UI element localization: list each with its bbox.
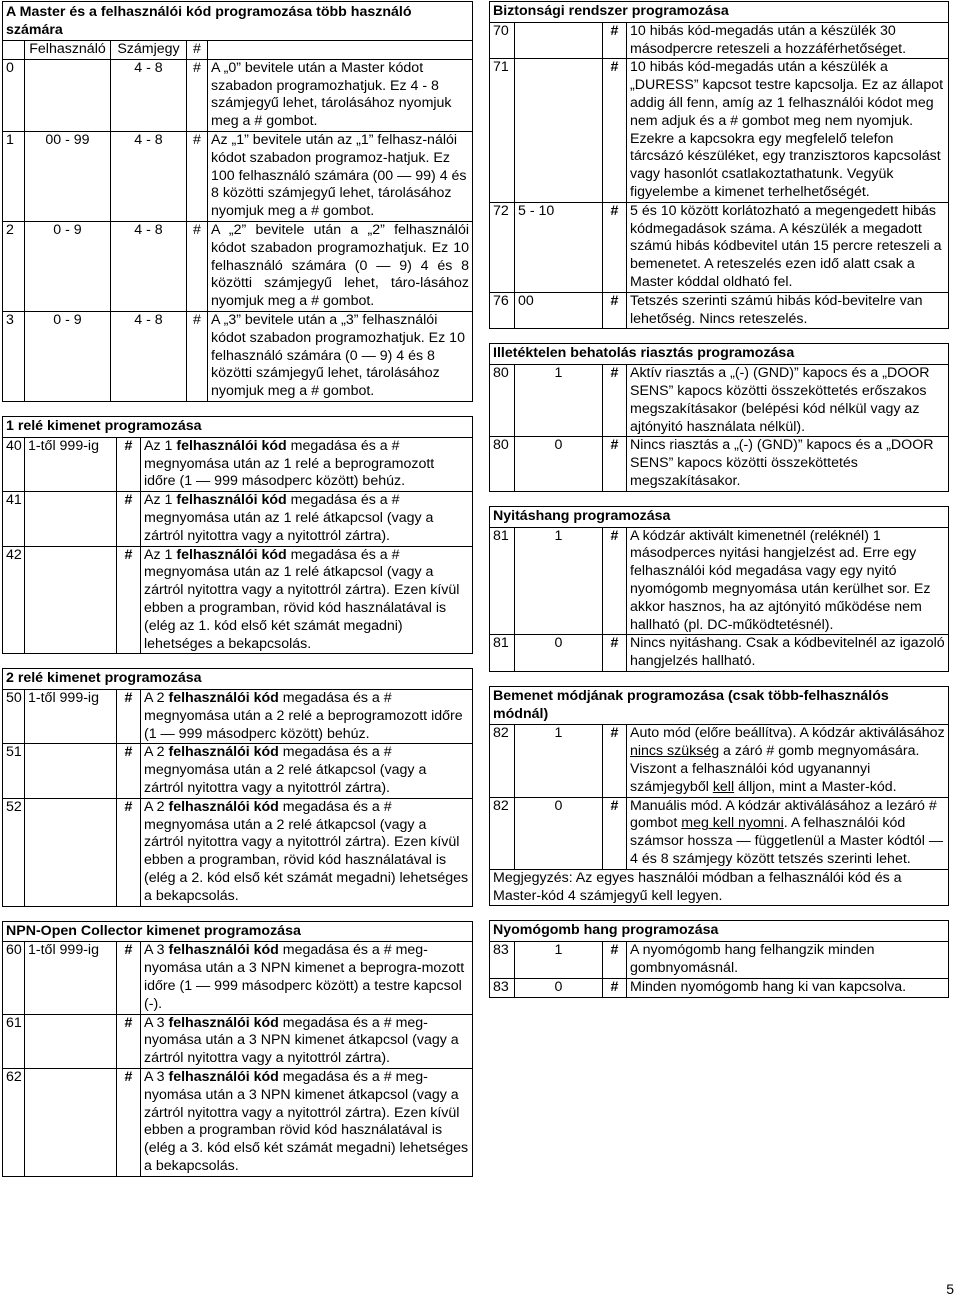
row-hash: # [603,527,627,635]
row-code: 60 [3,942,25,1014]
row-value: 1 [515,527,603,635]
table-row [490,635,949,672]
section-title: 2 relé kimenet programozása [3,669,473,690]
section-title: Nyomógomb hang programozása [490,921,949,942]
row-code: 41 [3,492,25,546]
row-code: 76 [490,292,515,329]
row-description: Az 1 felhasználói kód megadása és a # megnyomása után az 1 relé átkapcsol (vagy a zártról nyitottra vagy a nyitottról zártra). Ezen kívül ebben a programban, rövid kód használatával is (elég az 1. kód első két számát megadni) lehetséges a bekapcsolás. [141,546,473,654]
row-value [515,59,603,202]
row-value [25,546,117,654]
row-hash: # [603,437,627,491]
row-description: A 2 felhasználói kód megadása és a # megnyomása után a 2 relé a beprogramozott időre (1 — 999 másodperc között) behúz. [141,690,473,744]
row-hash: # [117,546,141,654]
page-number: 5 [946,1281,954,1297]
column-header-row [3,41,473,60]
row-value: 00 [515,292,603,329]
row-description: 10 hibás kód-megadás után a készülék a „DURESS” kapcsot testre kapcsolja. Ez az állapot addig áll fenn, amíg az 1 felhasználói kódot meg nem adjuk és a # gombot meg nem nyomjuk. Ezekre a kapcsokra egy megfelelő telefon tárcsázó készüléket, egy tranzisztoros kapcsolást vagy hasonlót csatlakoztathatunk. Vegyük figyelembe a kimenet terhelhetőségét. [627,59,949,202]
row-code: 83 [490,978,515,997]
table-row [3,1014,473,1068]
row-code: 42 [3,546,25,654]
row-description: Az „1” bevitele után az „1” felhasz-nálói kódot szabadon programoz-hatjuk. Ez 100 felhasználó számára (00 — 99) 4 és 8 közötti számjegyű lehet, tárolásához nyomjuk meg a # gombot. [208,131,473,221]
row-value: 0 [515,635,603,672]
section-title: Illetéktelen behatolás riasztás programozása [490,344,949,365]
row-description: A 3 felhasználói kód megadása és a # meg-nyomása után a 3 NPN kimenet átkapcsol (vagy a zártról nyitottra vagy a nyitottról zártra). [141,1014,473,1068]
row-hash: # [117,1014,141,1068]
row-hash: # [603,202,627,292]
row-value [25,1014,117,1068]
row-hash: # [117,744,141,798]
left-column [2,1,473,1191]
relay1-table [2,416,473,654]
table-row [3,690,473,744]
row-hash: # [117,942,141,1014]
master-code-table [2,1,473,402]
table-row [490,202,949,292]
row-hash: # [117,798,141,906]
row-description: Auto mód (előre beállítva). A kódzár aktiválásához nincs szükség a záró # gomb megnyomására. Viszont a felhasználói kód ugyanannyi számjegyből kell álljon, mint a Master-kód. [627,725,949,797]
row-description: Manuális mód. A kódzár aktiválásához a lezáró # gombot meg kell nyomni. A felhasználói kód számsor hossza — függetlenül a Master kódtól — 4 és 8 számjegy között tetszés szerinti lehet. [627,797,949,869]
table-row [490,22,949,59]
row-description: 5 és 10 között korlátozható a megengedett hibás kódmegadások száma. A készülék a megadott számú hibás kódbevitel után 15 percre reteszeli a bemenetet. A reteszelés ezen idő alatt csak a Master kóddal oldható fel. [627,202,949,292]
row-code: 61 [3,1014,25,1068]
table-row [3,311,473,401]
row-description: A 3 felhasználói kód megadása és a # meg-nyomása után a 3 NPN kimenet átkapcsol (vagy a zártról nyitottra vagy a nyitottról zártra). Ezen kívül ebben a programban rövid kód használatával is (elég a 3. kód első két számát megadni) lehetséges a bekapcsolás. [141,1069,473,1177]
security-table [489,1,949,329]
right-column [489,1,949,1012]
col-header-digits: Számjegy [111,41,187,60]
row-description: Az 1 felhasználói kód megadása és a # megnyomása után az 1 relé a beprogramozott időre (1 — 999 másodperc között) behúz. [141,437,473,491]
note-text: Megjegyzés: Az egyes használói módban a felhasználói kód és a Master-kód 4 számjegyű kell legyen. [490,869,949,906]
row-code: 0 [3,59,25,131]
row-hash: # [187,131,208,221]
row-value [25,744,117,798]
table-row [3,798,473,906]
row-code: 3 [3,311,25,401]
row-hash: # [187,221,208,311]
row-hash: # [117,690,141,744]
row-hash: # [117,437,141,491]
row-value: 1-től 999-ig [25,690,117,744]
row-hash: # [603,635,627,672]
row-code: 62 [3,1069,25,1177]
table-row [490,942,949,979]
row-code: 80 [490,437,515,491]
relay2-table [2,668,473,906]
note-row [490,869,949,906]
row-code: 80 [490,365,515,437]
row-user: 00 - 99 [25,131,111,221]
row-description: A „3” bevitele után a „3” felhasználói kódot szabadon programozhatjuk. Ez 10 felhasználó számára (0 — 9) 4 és 8 közötti számjegyű lehet, tárolásához nyomjuk meg a # gombot. [208,311,473,401]
row-value: 0 [515,797,603,869]
row-hash: # [187,311,208,401]
row-code: 52 [3,798,25,906]
row-code: 82 [490,797,515,869]
row-value: 1-től 999-ig [25,437,117,491]
table-row [3,221,473,311]
row-description: A 3 felhasználói kód megadása és a # meg-nyomása után a 3 NPN kimenet a beprogra-mozott időre (1 — 999 másodperc között) a testre kapcsol (-). [141,942,473,1014]
row-description: A 2 felhasználói kód megadása és a # megnyomása után a 2 relé átkapcsol (vagy a zártról nyitottra vagy a nyitottról zártra). Ezen kívül ebben a programban, rövid kód használatával is (elég a 2. kód első két számát megadni) lehetséges a bekapcsolás. [141,798,473,906]
table-row [3,546,473,654]
row-code: 2 [3,221,25,311]
row-description: Tetszés szerinti számú hibás kód-bevitelre van lehetőség. Nincs reteszelés. [627,292,949,329]
col-header-user: Felhasználó [25,41,111,60]
row-code: 70 [490,22,515,59]
row-code: 51 [3,744,25,798]
row-value: 1 [515,725,603,797]
row-digits: 4 - 8 [111,311,187,401]
row-value: 0 [515,437,603,491]
section-title: 1 relé kimenet programozása [3,416,473,437]
row-hash: # [603,22,627,59]
row-description: 10 hibás kód-megadás után a készülék 30 másodpercre reteszeli a hozzáférhetőséget. [627,22,949,59]
row-hash: # [603,797,627,869]
row-description: A 2 felhasználói kód megadása és a # megnyomása után a 2 relé átkapcsol (vagy a zártról nyitottra vagy a nyitottról zártra). [141,744,473,798]
row-value: 1-től 999-ig [25,942,117,1014]
row-description: Aktív riasztás a „(-) (GND)” kapocs és a „DOOR SENS” kapocs közötti összeköttetés erőszakos megszakításakor (belépési kód nélkül vagy az ajtónyitó használata nélkül). [627,365,949,437]
section-title: Nyitáshang programozása [490,506,949,527]
row-value: 1 [515,365,603,437]
row-code: 82 [490,725,515,797]
row-code: 83 [490,942,515,979]
row-value: 1 [515,942,603,979]
row-code: 1 [3,131,25,221]
table-row [490,437,949,491]
npn-table [2,921,473,1177]
intrusion-table [489,343,949,491]
row-description: Nincs riasztás a „(-) (GND)” kapocs és a „DOOR SENS” kapocs közötti összeköttetés megszakításakor. [627,437,949,491]
row-value: 5 - 10 [515,202,603,292]
row-hash: # [187,59,208,131]
row-value [515,22,603,59]
table-row [3,1069,473,1177]
input-mode-table [489,686,949,907]
row-code: 71 [490,59,515,202]
row-code: 81 [490,635,515,672]
row-hash: # [117,492,141,546]
table-row [3,59,473,131]
row-description: Nincs nyitáshang. Csak a kódbevitelnél az igazoló hangjelzés hallható. [627,635,949,672]
row-code: 50 [3,690,25,744]
row-code: 72 [490,202,515,292]
open-sound-table [489,506,949,672]
row-value [25,1069,117,1177]
row-hash: # [603,978,627,997]
row-hash: # [603,365,627,437]
section-title: Bemenet módjának programozása (csak több-felhasználós módnál) [490,686,949,725]
table-row [490,797,949,869]
table-row [3,744,473,798]
table-row [490,59,949,202]
table-row [490,978,949,997]
row-value [25,798,117,906]
table-row [3,437,473,491]
row-hash: # [603,725,627,797]
row-description: Minden nyomógomb hang ki van kapcsolva. [627,978,949,997]
row-user: 0 - 9 [25,311,111,401]
table-row [490,292,949,329]
row-description: A nyomógomb hang felhangzik minden gombnyomásnál. [627,942,949,979]
row-hash: # [117,1069,141,1177]
row-value [25,492,117,546]
table-row [3,492,473,546]
row-code: 81 [490,527,515,635]
row-digits: 4 - 8 [111,59,187,131]
row-description: A kódzár aktivált kimenetnél (reléknél) 1 másodperces nyitási hangjelzést ad. Erre egy felhasználói kód megadása vagy egy nyitó nyomógomb megnyomása után kerülhet sor. Ez akkor hasznos, ha az ajtónyitó működése nem hallható (pl. DC-működtetésnél). [627,527,949,635]
row-description: Az 1 felhasználói kód megadása és a # megnyomása után az 1 relé átkapcsol (vagy a zártról nyitottra vagy a nyitottról zártra). [141,492,473,546]
row-description: A „0” bevitele után a Master kódot szabadon programozhatjuk. Ez 4 - 8 számjegyű lehet, tárolásához nyomjuk meg a # gombot. [208,59,473,131]
table-row [3,131,473,221]
table-row [490,365,949,437]
table-row [3,942,473,1014]
table-row [490,527,949,635]
section-title: Biztonsági rendszer programozása [490,2,949,23]
row-user [25,59,111,131]
row-hash: # [603,59,627,202]
row-user: 0 - 9 [25,221,111,311]
row-digits: 4 - 8 [111,221,187,311]
section-title: A Master és a felhasználói kód programozása több használó számára [3,2,473,41]
button-sound-table [489,920,949,997]
row-code: 40 [3,437,25,491]
table-row [490,725,949,797]
row-hash: # [603,292,627,329]
section-title: NPN-Open Collector kimenet programozása [3,921,473,942]
col-header-hash: # [187,41,208,60]
row-hash: # [603,942,627,979]
row-digits: 4 - 8 [111,131,187,221]
row-value: 0 [515,978,603,997]
row-description: A „2” bevitele után a „2” felhasználói kódot szabadon programozhatjuk. Ez 10 felhasználó számára (0 — 9) 4 és 8 közötti számjegyű lehet, táro-lásához nyomjuk meg a # gombot. [208,221,473,311]
